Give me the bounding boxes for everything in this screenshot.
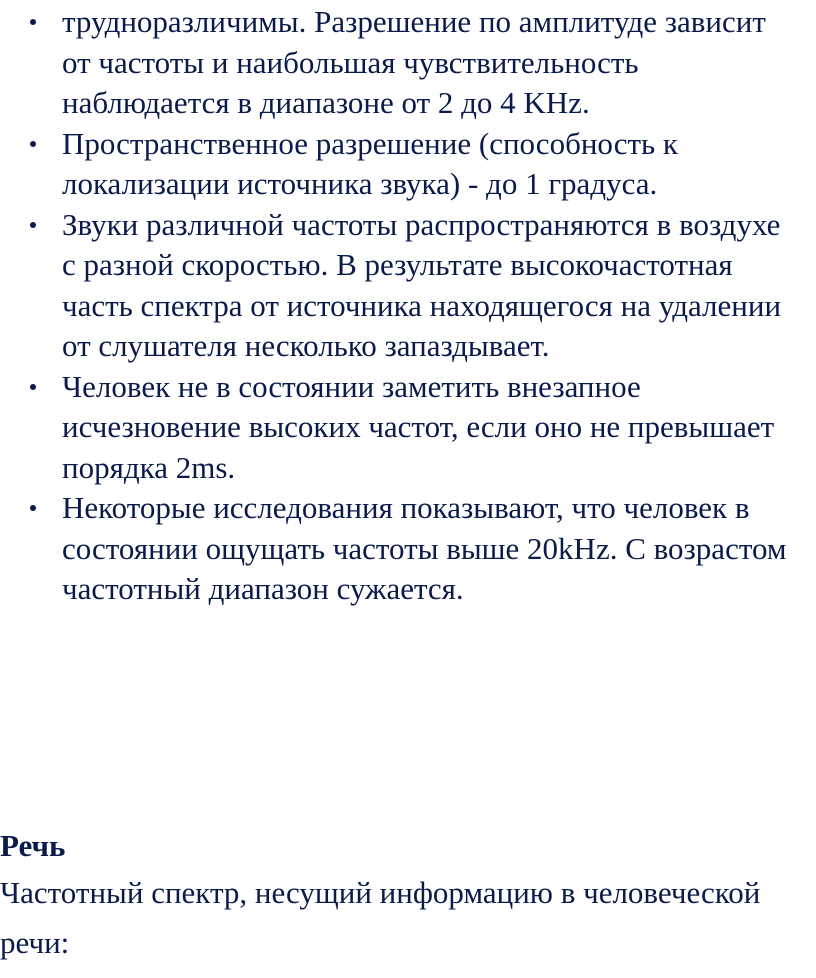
bullet-text: Человек не в состоянии заметить внезапное исчезновение высоких частот, если оно не превышает порядка 2ms. [62,368,775,485]
bullet-icon [30,222,36,228]
bullet-text: Звуки различной частоты распространяются в воздухе с разной скоростью. В результате высокочастотная часть спектра от источника находящегося на удалении от слушателя несколько запаздывает. [62,206,782,363]
bullet-icon [30,505,36,511]
section-text: Частотный спектр, несущий информацию в человеческой речи: [0,875,761,960]
bullet-text: Некоторые исследования показывают, что человек в состоянии ощущать частоты выше 20kHz. С возрастом частотный диапазон сужается. [62,490,787,606]
list-item [0,488,800,610]
bullet-text: Пространственное разрешение (способность к локализации источника звука) - до 1 градуса. [62,125,678,201]
bullet-icon [30,384,36,390]
list-item [0,2,800,124]
bullet-list [0,2,800,610]
list-item [0,205,800,367]
bullet-text: трудноразличимы. Разрешение по амплитуде зависит от частоты и наибольшая чувствительность наблюдается в диапазоне от 2 до 4 KHz. [62,4,766,120]
section-heading: Речь [0,828,66,863]
list-item [0,367,800,489]
bullet-icon [30,19,36,25]
list-item [0,124,800,205]
bullet-icon [30,141,36,147]
